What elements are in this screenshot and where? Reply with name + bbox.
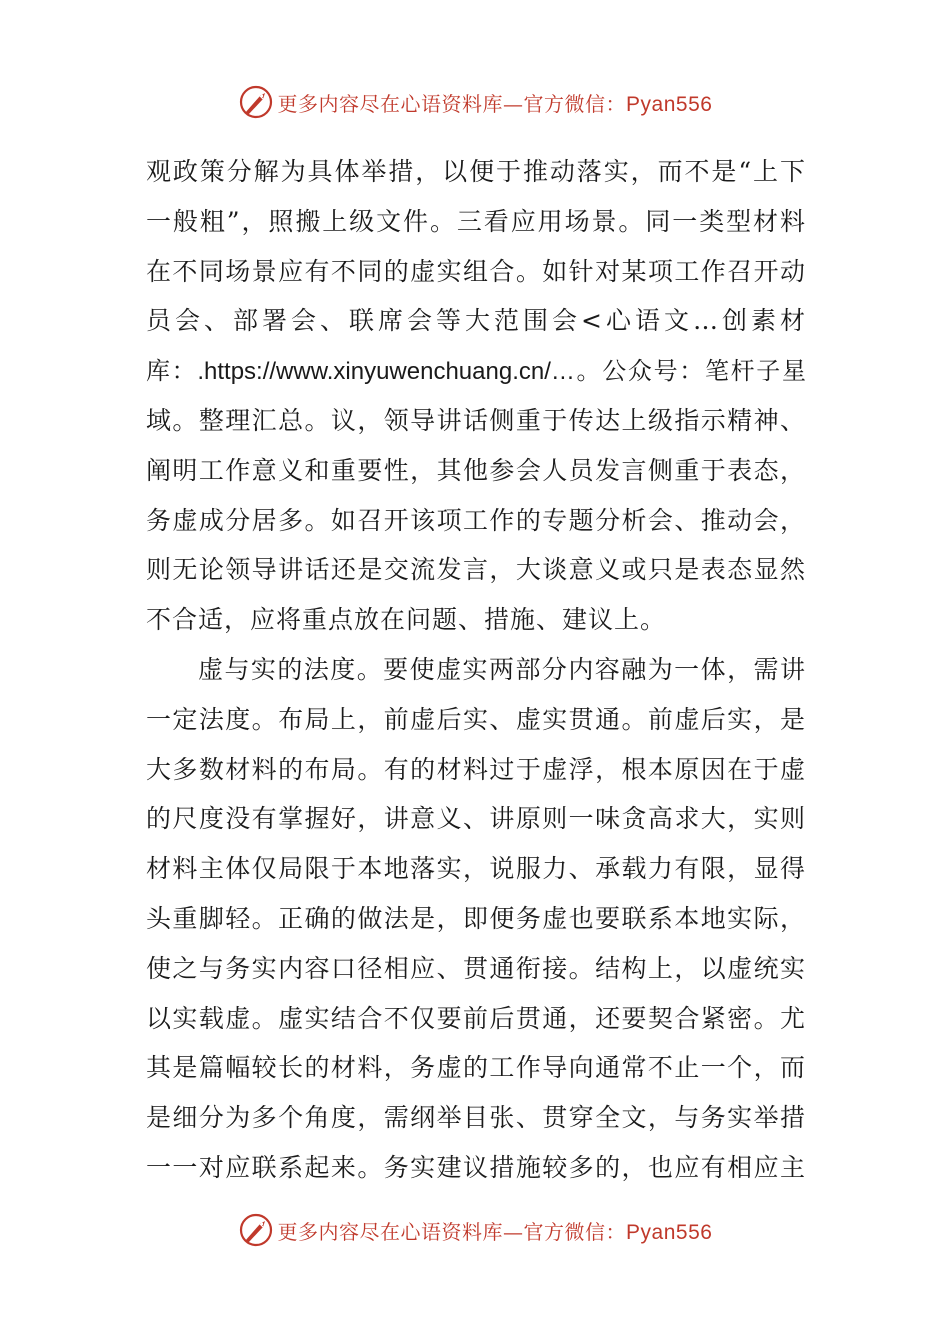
body-line: 观政策分解为具体举措，以便于推动落实，而不是“上下 — [146, 157, 806, 186]
pen-nib-logo-icon — [238, 84, 274, 120]
body-line: 的尺度没有掌握好，讲意义、讲原则一味贪高求大，实则 — [146, 804, 806, 834]
body-line: 阐明工作意义和重要性，其他参会人员发言侧重于表态， — [146, 455, 806, 485]
body-line-link-text: 库：.https://www.xinyuwenchuang.cn/…。公众号：笔杆子星 — [146, 358, 806, 386]
body-line: 使之与务实内容口径相应、贯通衔接。结构上，以虚统实 — [146, 953, 806, 983]
banner-official-label: 官方微信： — [523, 91, 627, 116]
banner-prefix: 更多内容尽在心语资料库 — [277, 91, 504, 116]
body-line: 一定法度。布局上，前虚后实、虚实贯通。前虚后实，是 — [146, 704, 806, 734]
body-line-with-link — [146, 346, 806, 396]
banner-prefix: 更多内容尽在心语资料库 — [277, 1219, 504, 1244]
banner-text — [278, 1216, 713, 1245]
body-line: 是细分为多个角度，需纲举目张、贯穿全文，与务实举措 — [146, 1103, 806, 1133]
body-line: 一般粗”，照搬上级文件。三看应用场景。同一类型材料 — [146, 206, 806, 236]
footer-watermark-banner — [0, 1210, 950, 1250]
body-line: 不合适，应将重点放在问题、措施、建议上。 — [146, 605, 667, 635]
banner-text — [278, 88, 713, 117]
banner-official-label: 官方微信： — [523, 1219, 627, 1244]
banner-dash: — — [503, 91, 524, 116]
banner-wechat-id: Pyan556 — [626, 92, 713, 116]
body-line: 则无论领导讲话还是交流发言，大谈意义或只是表态显然 — [146, 555, 806, 585]
body-line: 一一对应联系起来。务实建议措施较多的，也应有相应主 — [146, 1152, 806, 1182]
document-body — [146, 147, 806, 1193]
paragraph-start-line: 虚与实的法度。要使虚实两部分内容融为一体，需讲 — [198, 654, 806, 684]
body-line: 员会、部署会、联席会等大范围会<心语文…创素材 — [146, 306, 806, 336]
banner-wechat-id: Pyan556 — [626, 1220, 713, 1244]
pen-nib-logo-icon — [238, 1212, 274, 1248]
banner-dash: — — [503, 1219, 524, 1244]
body-line: 其是篇幅较长的材料，务虚的工作导向通常不止一个，而 — [146, 1053, 806, 1083]
header-watermark-banner — [0, 82, 950, 122]
body-line: 材料主体仅局限于本地落实，说服力、承载力有限，显得 — [146, 854, 806, 884]
body-line: 大多数材料的布局。有的材料过于虚浮，根本原因在于虚 — [146, 754, 806, 784]
body-line: 以实载虚。虚实结合不仅要前后贯通，还要契合紧密。尤 — [146, 1003, 806, 1033]
body-line: 务虚成分居多。如召开该项工作的专题分析会、推动会， — [146, 505, 806, 535]
body-line: 在不同场景应有不同的虚实组合。如针对某项工作召开动 — [146, 256, 806, 286]
body-line: 域。整理汇总。议，领导讲话侧重于传达上级指示精神、 — [146, 405, 806, 435]
body-line: 头重脚轻。正确的做法是，即便务虚也要联系本地实际， — [146, 903, 806, 933]
